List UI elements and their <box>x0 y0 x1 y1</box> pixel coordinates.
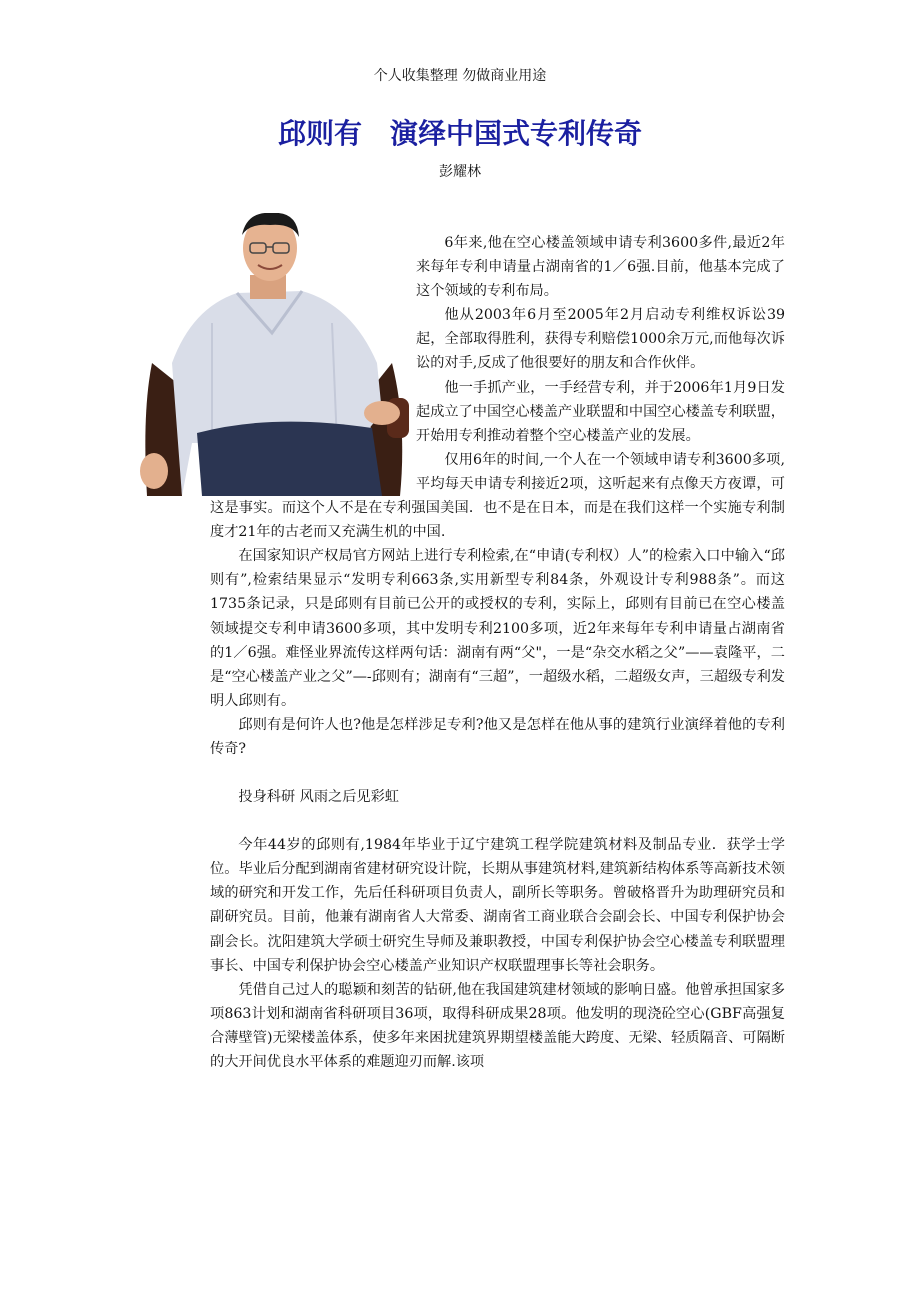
paragraph: 他一手抓产业，一手经营专利，并于2006年1月9日发起成立了中国空心楼盖产业联盟和中国空心楼盖专利联盟，开始用专利推动着整个空心楼盖产业的发展。 <box>416 379 785 444</box>
paragraph: 6年来,他在空心楼盖领域申请专利3600多件,最近2年来每年专利申请量占湖南省的1／6强.目前，他基本完成了这个领域的专利布局。 <box>416 235 785 300</box>
paragraph: 今年44岁的邱则有,1984年毕业于辽宁建筑工程学院建筑材料及制品专业．获学士学位。毕业后分配到湖南省建材研究设计院，长期从事建筑材料,建筑新结构体系等高新技术领域的研究和开发工作，先后任科研项目负责人，副所长等职务。曾破格晋升为助理研究员和副研究员。目前，他兼有湖南省人大常委、湖南省工商业联合会副会长、中国专利保护协会副会长。沈阳建筑大学硕士研究生导师及兼职教授，中国专利保护协会空心楼盖专利联盟理事长、中国专利保护协会空心楼盖产业知识产权联盟理事长等社会职务。 <box>210 837 785 974</box>
header-note: 个人收集整理 勿做商业用途 <box>373 68 547 84</box>
author-name: 彭耀林 <box>439 164 481 180</box>
paragraph: 凭借自己过人的聪颖和刻苦的钻研,他在我国建筑建材领域的影响日盛。他曾承担国家多项863计划和湖南省科研项目36项，取得科研成果28项。他发明的现浇砼空心(GBF高强复合薄壁管)无梁楼盖体系，使多年来困扰建筑界期望楼盖能大跨度、无梁、轻质隔音、可隔断的大开间优良水平体系的难题迎刃而解.该项 <box>210 981 785 1070</box>
paragraph: 在国家知识产权局官方网站上进行专利检索,在“申请(专利权）人”的检索入口中输入“邱则有”,检索结果显示“发明专利663条,实用新型专利84条，外观设计专利988条”。而这1735条记录，只是邱则有目前已公开的或授权的专利，实际上，邱则有目前已在空心楼盖领域提交专利申请3600多项，其中发明专利2100多项，近2年来每年专利申请量占湖南省的1／6强。难怪业界流传这样两句话：湖南有两“父"，一是“杂交水稻之父”——袁隆平，二是“空心楼盖产业之父”—-邱则有；湖南有“三超”，一超级水稻，二超级女声，三超级专利发明人邱则有。 <box>210 548 785 709</box>
article-title: 邱则有 演绎中国式专利传奇 <box>277 117 642 150</box>
paragraph: 他从2003年6月至2005年2月启动专利维权诉讼39起，全部取得胜利，获得专利赔偿1000余万元,而他每次诉讼的对手,反成了他很要好的朋友和合作伙伴。 <box>416 307 785 372</box>
section-heading: 投身科研 风雨之后见彩虹 <box>238 789 399 806</box>
paragraph: 邱则有是何许人也?他是怎样涉足专利?他又是怎样在他从事的建筑行业演绎着他的专利传奇? <box>210 716 785 757</box>
paragraph: 仅用6年的时间,一个人在一个领域申请专利3600多项,平均每天申请专利接近2项，这听起来有点像天方夜谭，可这是事实。而这个人不是在专利强国美国．也不是在日本，而是在我们这样一个实施专利制度才21年的古老而又充满生机的中国. <box>210 451 785 541</box>
article-body <box>210 231 785 1074</box>
